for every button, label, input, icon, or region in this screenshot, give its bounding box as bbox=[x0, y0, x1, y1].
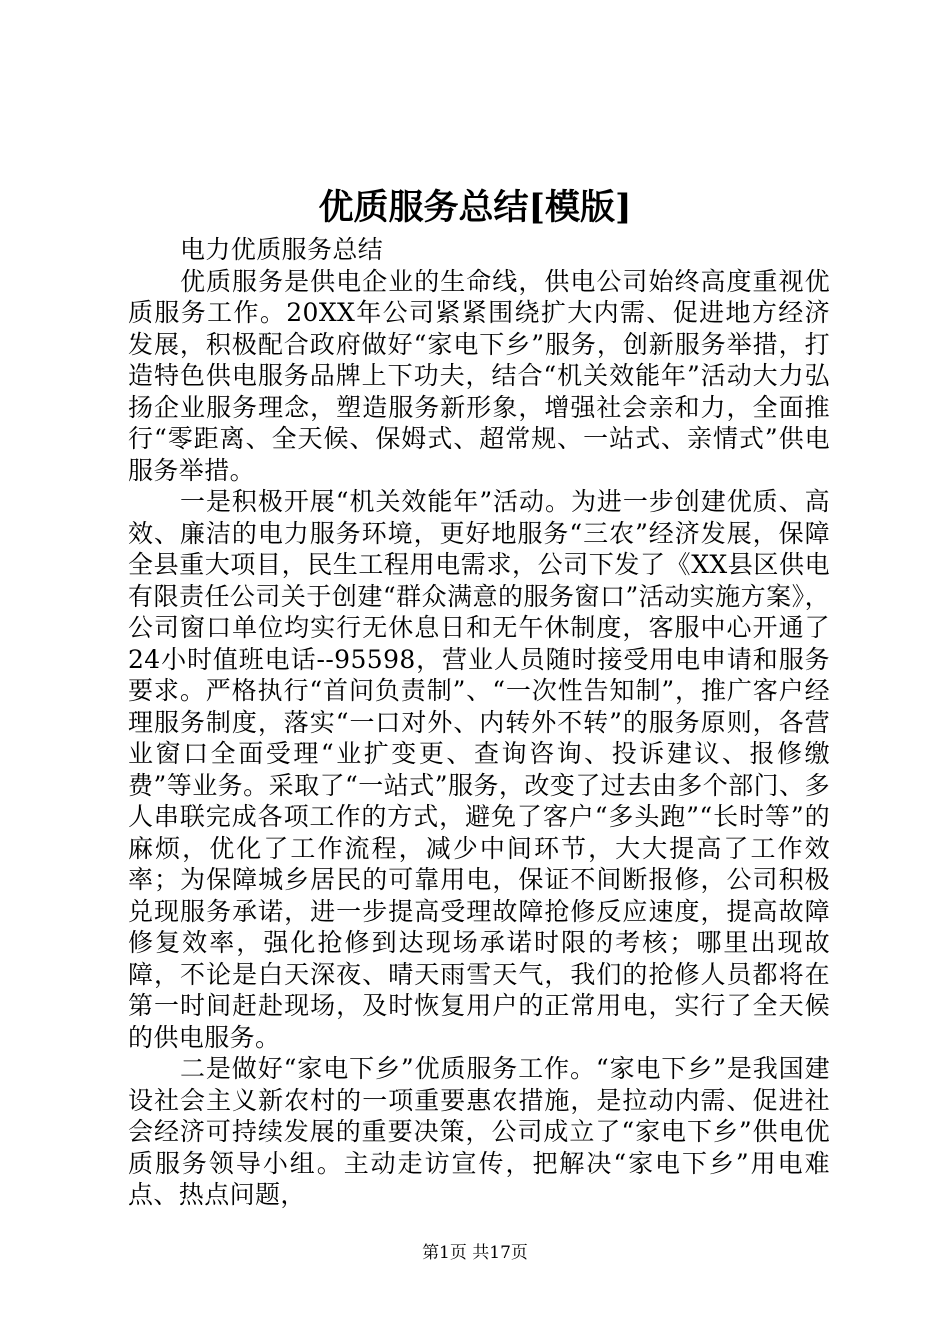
paragraph-intro: 优质服务是供电企业的生命线，供电公司始终高度重视优质服务工作。20XX年公司紧紧围绕扩大内需、促进地方经济发展，积极配合政府做好“家电下乡”服务，创新服务举措，打造特色供电服务品牌上下功夫，结合“机关效能年”活动大力弘扬企业服务理念，塑造服务新形象，增强社会亲和力，全面推行“零距离、全天候、保姆式、超常规、一站式、亲情式”供电服务举措。 bbox=[128, 266, 830, 485]
document-body bbox=[128, 234, 830, 1211]
page-footer: 第1页 共17页 bbox=[422, 1243, 528, 1263]
paragraph-section-one: 一是积极开展“机关效能年”活动。为进一步创建优质、高效、廉洁的电力服务环境，更好地服务“三农”经济发展，保障全县重大项目，民生工程用电需求，公司下发了《XX县区供电有限责任公司关于创建“群众满意的服务窗口”活动实施方案》，公司窗口单位均实行无休息日和无午休制度，客服中心开通了24小时值班电话--95598，营业人员随时接受用电申请和服务要求。严格执行“首问负责制”、“一次性告知制”，推广客户经理服务制度，落实“一口对外、内转外不转”的服务原则，各营业窗口全面受理“业扩变更、查询咨询、投诉建议、报修缴费”等业务。采取了“一站式”服务，改变了过去由多个部门、多人串联完成各项工作的方式，避免了客户“多头跑”“长时等”的麻烦，优化了工作流程，减少中间环节，大大提高了工作效率；为保障城乡居民的可靠用电，保证不间断报修，公司积极兑现服务承诺，进一步提高受理故障抢修反应速度，提高故障修复效率，强化抢修到达现场承诺时限的考核；哪里出现故障，不论是白天深夜、晴天雨雪天气，我们的抢修人员都将在第一时间赶赴现场，及时恢复用户的正常用电，实行了全天候的供电服务。 bbox=[128, 487, 830, 1052]
paragraph-section-two: 二是做好“家电下乡”优质服务工作。“家电下乡”是我国建设社会主义新农村的一项重要惠农措施，是拉动内需、促进社会经济可持续发展的重要决策，公司成立了“家电下乡”供电优质服务领导小组。主动走访宣传，把解决“家电下乡”用电难点、热点问题， bbox=[128, 1054, 830, 1209]
document-title: 优质服务总结[模版] bbox=[318, 187, 632, 228]
paragraph-subtitle: 电力优质服务总结 bbox=[180, 235, 384, 264]
